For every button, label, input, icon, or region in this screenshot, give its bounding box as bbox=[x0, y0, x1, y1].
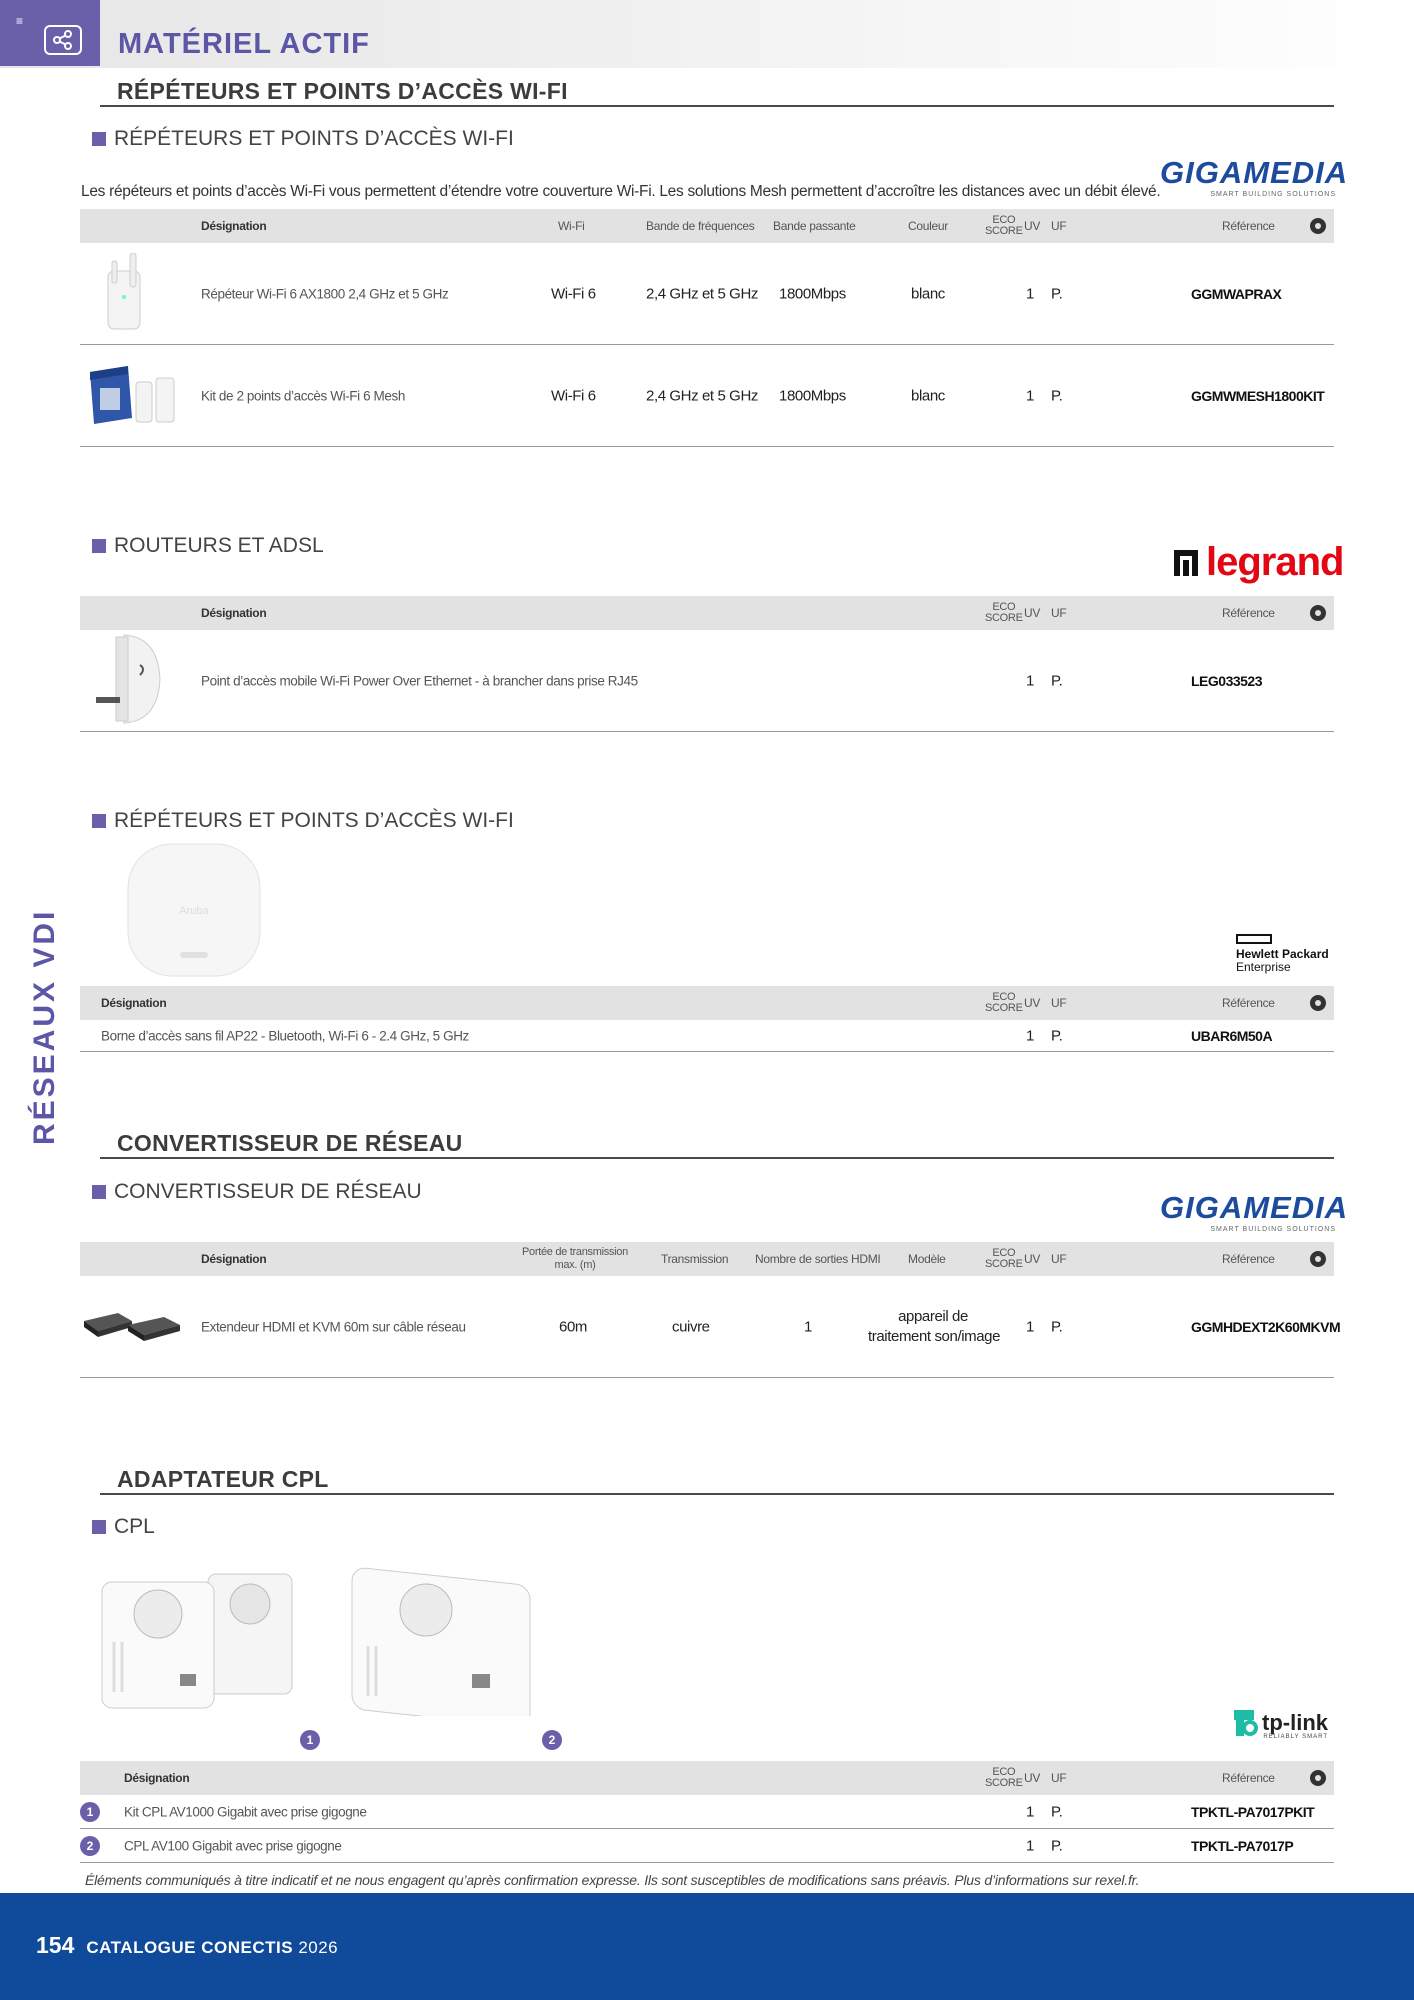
eco-score-icon bbox=[1310, 995, 1326, 1011]
col-portee: Portée de transmission max. (m) bbox=[522, 1246, 628, 1271]
table-row[interactable]: Point d’accès mobile Wi-Fi Power Over Ethernet - à brancher dans prise RJ45 1 P. LEG033523 bbox=[80, 630, 1334, 732]
row-number-badge: 2 bbox=[80, 1836, 100, 1856]
reference-code[interactable]: LEG033523 bbox=[1191, 672, 1262, 689]
image-badge-1: 1 bbox=[300, 1730, 320, 1750]
footer-text bbox=[36, 1932, 338, 1959]
col-eco-score: ECO SCORE bbox=[985, 214, 1023, 237]
subcategory-title: ROUTEURS ET ADSL bbox=[114, 534, 324, 557]
square-bullet-icon bbox=[92, 814, 106, 828]
hpe-mark-icon bbox=[1236, 934, 1272, 944]
col-bande-freq: Bande de fréquences bbox=[646, 219, 755, 233]
table-row[interactable]: Extendeur HDMI et KVM 60m sur câble réseau 60m cuivre 1 appareil de traitement son/image 1 P. GGMHDEXT2K60MKVM bbox=[80, 1276, 1334, 1378]
tplink-mark-icon bbox=[1230, 1706, 1258, 1740]
table-row[interactable]: Répéteur Wi-Fi 6 AX1800 2,4 GHz et 5 GHz Wi-Fi 6 2,4 GHz et 5 GHz 1800Mbps blanc 1 P. GGMWAPRAX bbox=[80, 243, 1334, 345]
square-bullet-icon bbox=[92, 132, 106, 146]
modele-cell: appareil de traitement son/image bbox=[868, 1307, 1001, 1345]
reference-code[interactable]: TPKTL-PA7017P bbox=[1191, 1837, 1294, 1854]
eco-score-icon bbox=[1310, 1251, 1326, 1267]
legrand-logo: legrand bbox=[1172, 540, 1343, 585]
col-couleur: Couleur bbox=[908, 219, 948, 233]
table-header: Désignation Portée de transmission max. (m) Transmission Nombre de sorties HDMI Modèle ECO SCORE UV UF Référence bbox=[80, 1242, 1334, 1276]
subcategory-title: RÉPÉTEURS ET POINTS D’ACCÈS WI-FI bbox=[114, 809, 514, 832]
table-row[interactable]: Borne d’accès sans fil AP22 - Bluetooth, Wi-Fi 6 - 2.4 GHz, 5 GHz 1 P. UBAR6M50A bbox=[80, 1020, 1334, 1052]
image-badge-2: 2 bbox=[542, 1730, 562, 1750]
table-header: Désignation ECO SCORE UV UF Référence bbox=[80, 1761, 1334, 1795]
table-row[interactable]: 1 Kit CPL AV1000 Gigabit avec prise gigogne 1 P. TPKTL-PA7017PKIT bbox=[80, 1795, 1334, 1829]
table-header: Désignation ECO SCORE UV UF Référence bbox=[80, 596, 1334, 630]
col-reference: Référence bbox=[1222, 219, 1275, 233]
reference-code[interactable]: GGMWAPRAX bbox=[1191, 285, 1282, 302]
table-row[interactable]: 2 CPL AV100 Gigabit avec prise gigogne 1 P. TPKTL-PA7017P bbox=[80, 1829, 1334, 1863]
col-uf: UF bbox=[1051, 219, 1067, 233]
reference-code[interactable]: TPKTL-PA7017PKIT bbox=[1191, 1803, 1315, 1820]
subcategory-title: CPL bbox=[114, 1515, 155, 1538]
category-title-converter: CONVERTISSEUR DE RÉSEAU bbox=[117, 1130, 463, 1156]
category-title-cpl: ADAPTATEUR CPL bbox=[117, 1466, 329, 1492]
category-rule bbox=[100, 1157, 1334, 1159]
svg-text:Aruba: Aruba bbox=[179, 905, 209, 917]
col-designation: Désignation bbox=[201, 219, 267, 233]
subcategory-title: RÉPÉTEURS ET POINTS D’ACCÈS WI-FI bbox=[114, 127, 514, 150]
section-heading: MATÉRIEL ACTIF bbox=[118, 28, 370, 60]
col-eco-score: ECO SCORE bbox=[985, 1766, 1023, 1789]
col-eco-score: ECO SCORE bbox=[985, 991, 1023, 1014]
legrand-mark-icon bbox=[1172, 548, 1200, 578]
cpl-single-image bbox=[344, 1556, 540, 1721]
catalog-name: CATALOGUE CONECTIS 2026 bbox=[86, 1938, 339, 1957]
category-rule bbox=[100, 1493, 1334, 1495]
category-rule bbox=[100, 105, 1334, 107]
subcategory-cpl bbox=[92, 1515, 155, 1539]
subcategory-title: CONVERTISSEUR DE RÉSEAU bbox=[114, 1180, 422, 1203]
wifi-repeater-image bbox=[102, 253, 146, 335]
col-uv: UV bbox=[1024, 219, 1041, 233]
hpe-access-point-image bbox=[124, 840, 264, 985]
table-header bbox=[80, 209, 1334, 243]
subcategory-wifi-1 bbox=[92, 127, 514, 151]
hpe-logo: Hewlett Packard Enterprise bbox=[1236, 934, 1329, 974]
table-header: Désignation ECO SCORE UV UF Référence bbox=[80, 986, 1334, 1020]
table-row[interactable]: Kit de 2 points d’accès Wi-Fi 6 Mesh Wi-Fi 6 2,4 GHz et 5 GHz 1800Mbps blanc 1 P. GGMWMESH1800KIT bbox=[80, 345, 1334, 447]
eco-score-icon bbox=[1310, 1770, 1326, 1786]
network-share-icon bbox=[44, 25, 82, 55]
mesh-kit-image bbox=[88, 362, 180, 430]
square-bullet-icon bbox=[92, 539, 106, 553]
category-title-wifi: RÉPÉTEURS ET POINTS D’ACCÈS WI-FI bbox=[117, 78, 568, 104]
tplink-logo: tp-link RELIABLY SMART bbox=[1230, 1706, 1328, 1740]
poe-access-point-image bbox=[94, 631, 164, 731]
product-table-hpe bbox=[80, 986, 1334, 1052]
hdmi-extender-image bbox=[82, 1307, 182, 1347]
eco-score-icon bbox=[1310, 605, 1326, 621]
page-number: 154 bbox=[36, 1932, 75, 1958]
subcategory-converter bbox=[92, 1180, 422, 1204]
gigamedia-logo: GIGAMEDIA SMART BUILDING SOLUTIONS bbox=[1160, 1190, 1349, 1233]
row-number-badge: 1 bbox=[80, 1802, 100, 1822]
col-eco-score: ECO SCORE bbox=[985, 1247, 1023, 1270]
col-wifi: Wi-Fi bbox=[558, 219, 585, 233]
subcategory-wifi-2 bbox=[92, 809, 514, 833]
square-bullet-icon bbox=[92, 1185, 106, 1199]
eco-score-icon bbox=[1310, 218, 1326, 234]
product-table-converter bbox=[80, 1242, 1341, 1378]
disclaimer-text: Éléments communiqués à titre indicatif et ne nous engagent qu’après confirmation expresse. Ils sont susceptibles de modifications sans préavis. Plus d’informations sur rexel.fr. bbox=[85, 1872, 1140, 1888]
reference-code[interactable]: GGMWMESH1800KIT bbox=[1191, 387, 1325, 404]
cpl-kit-image bbox=[96, 1562, 306, 1717]
subcategory-routeurs bbox=[92, 534, 324, 558]
product-table-routeurs bbox=[80, 596, 1334, 732]
side-category-label: RÉSEAUX VDI bbox=[28, 908, 61, 1145]
col-bande-pass: Bande passante bbox=[773, 219, 856, 233]
square-bullet-icon bbox=[92, 1520, 106, 1534]
reference-code[interactable]: UBAR6M50A bbox=[1191, 1027, 1273, 1044]
product-table-cpl bbox=[80, 1761, 1334, 1863]
menu-icon[interactable]: ≡ bbox=[16, 14, 24, 28]
gigamedia-logo: GIGAMEDIA SMART BUILDING SOLUTIONS bbox=[1160, 155, 1349, 198]
intro-text: Les répéteurs et points d’accès Wi-Fi vous permettent d’étendre votre couverture Wi-Fi. Les solutions Mesh permettent d’accroître les distances avec un débit élevé. bbox=[81, 183, 1161, 200]
product-table-wifi bbox=[80, 209, 1334, 447]
col-eco-score: ECO SCORE bbox=[985, 601, 1023, 624]
reference-code[interactable]: GGMHDEXT2K60MKVM bbox=[1191, 1318, 1341, 1335]
